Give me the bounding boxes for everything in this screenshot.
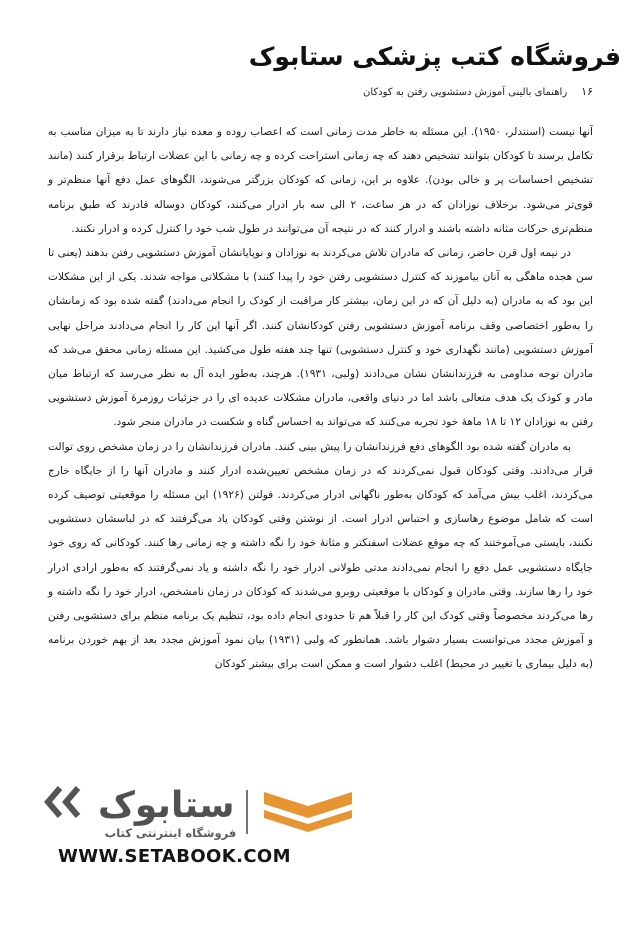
page-number: ۱۶ [581, 85, 593, 98]
running-header [60, 84, 593, 100]
chevrons-icon [40, 782, 96, 822]
watermark-logo-text: ستابوک [98, 785, 235, 826]
paragraph-3: به مادران گفته شده بود الگوهای دفع فرزندانشان را پیش بینی کنند. مادران فرزندانشان را در زمان مشخص روی توالت قرار می‌دادند. وقتی کودکان قبول نمی‌کردند که در زمان مشخص تعیین‌شده ادرار کنند و مادران آنها را از جایگاه خارج می‌کردند، اغلب بیش می‌آمد که کودکان به‌طور ناگهانی ادرار می‌کردند. فولتن (۱۹۲۶) این مسئله را موقعیتی توصیف کرده است که شامل موضوع رهاسازی و احتباس ادرار است. از نوشتن وقتی کودکان یاد می‌گرفتند که در لباسشان دستشویی نکنند، بایستی می‌آموختند که چه موقع عضلات اسفنکتر و مثانهٔ خود را نگه داشته و چه زمانی رها کنند. کودکانی که روی خود جایگاه دستشویی عمل دفع را انجام نمی‌دادند مدتی طولانی ادرار خود را نگه داشته و یاد نمی‌گرفتند که به‌طور ارادی ادرار خود را رها سازند. وقتی مادران و کودکان با موقعیتی روبرو می‌شدند که کودکان در زمان نامشخص، ادرار خود را نگه داشته و رها می‌کردند مخصوصاً وقتی کودک این کار را قبلاً هم تا حدودی انجام داده بود، تنظیم یک برنامه منظم برای دستشویی رفتن و آموزش مجدد می‌توانست بسیار دشوار باشد. همانطور که ولبی (۱۹۳۱) بیان نمود آموزش مجدد بعد از بهم خوردن برنامه (به دلیل بیماری یا تغییر در محیط) اغلب دشوار است و ممکن است برای بیشتر کودکان [48, 440, 593, 671]
paragraph-1: آنها نیست (اسنتدلر، ۱۹۵۰). این مسئله به خاطر مدت زمانی است که اعصاب روده و معده نیاز دارند تا به میزان مناسب به تکامل برسند تا کودکان بتوانند تشخیص دهند که چه زمانی استراحت کرده و چه زمانی با این عضلات ارتباط برقرار کنند (مانند تشخیص احساسات پر و خالی بودن). علاوه بر این، زمانی که کودکان بزرگتر می‌شوند، الگوهای عمل دفع آنها منظم‌تر و قوی‌تر می‌شود. برخلاف نوزادان که در هر ساعت، ۲ الی سه بار ادرار می‌کنند، کودکان دوساله قادرند که طبق برنامه منظم‌تری حرکات مثانه داشته باشند و ادرار کنند که در نتیجه آن می‌توانند در طول شب خود را کنترل کرده و ادرار نکنند. [48, 126, 593, 235]
body-text [48, 120, 593, 677]
brand-title: فروشگاه کتب پزشکی ستابوک [248, 42, 621, 71]
watermark-subtitle: فروشگاه اینترنتی کتاب [104, 826, 237, 840]
running-title: راهنمای بالینی آموزش دستشویی رفتن به کودکان [362, 87, 568, 98]
paragraph-2: در نیمه اول قرن حاضر، زمانی که مادران تلاش می‌کردند به نوزادان و نوپایانشان آموزش دستشویی رفتن بدهند (یعنی تا سن هجده ماهگی به آنان بیاموزند که کنترل دستشویی رفتن خود را پیدا کنند) با مشکلاتی مواجه شدند. یکی از این مشکلات این بود که به مادران (به دلیل آن که در این زمان، بیشتر کار مراقبت از کودک را انجام می‌دادند) گفته شده بود که زمانشان را به‌طور اختصاصی وقف برنامه آموزش دستشویی رفتن کودکانشان کنند. اگر آنها این کار را انجام می‌دادند مراحل نهایی آموزش دستشویی (مانند نگهداری خود و کنترل دستشویی) تنها چند هفته طول می‌کشید. این مسئله زمانی محقق می‌شد که مادران توجه مداومی به فرزندانشان نشان می‌دادند (ولبی، ۱۹۳۱). هرچند، به‌طور ایده آل به نظر می‌رسد که ارتباط میان مادر و کودک یک هدف متعالی باشد اما در دنیای واقعی، مادران مشکلات عدیده ای را در جزئیات روزمرهٔ آموزش دستشویی رفتن به نوزادان ۱۲ تا ۱۸ ماههٔ خود تجربه می‌کنند که می‌تواند به احساس گناه و شکست در مادران منجر شود. [48, 247, 593, 429]
open-book-icon [260, 788, 356, 834]
watermark-divider [246, 790, 248, 834]
site-url: WWW.SETABOOK.COM [58, 846, 291, 867]
setabook-watermark [40, 782, 370, 844]
